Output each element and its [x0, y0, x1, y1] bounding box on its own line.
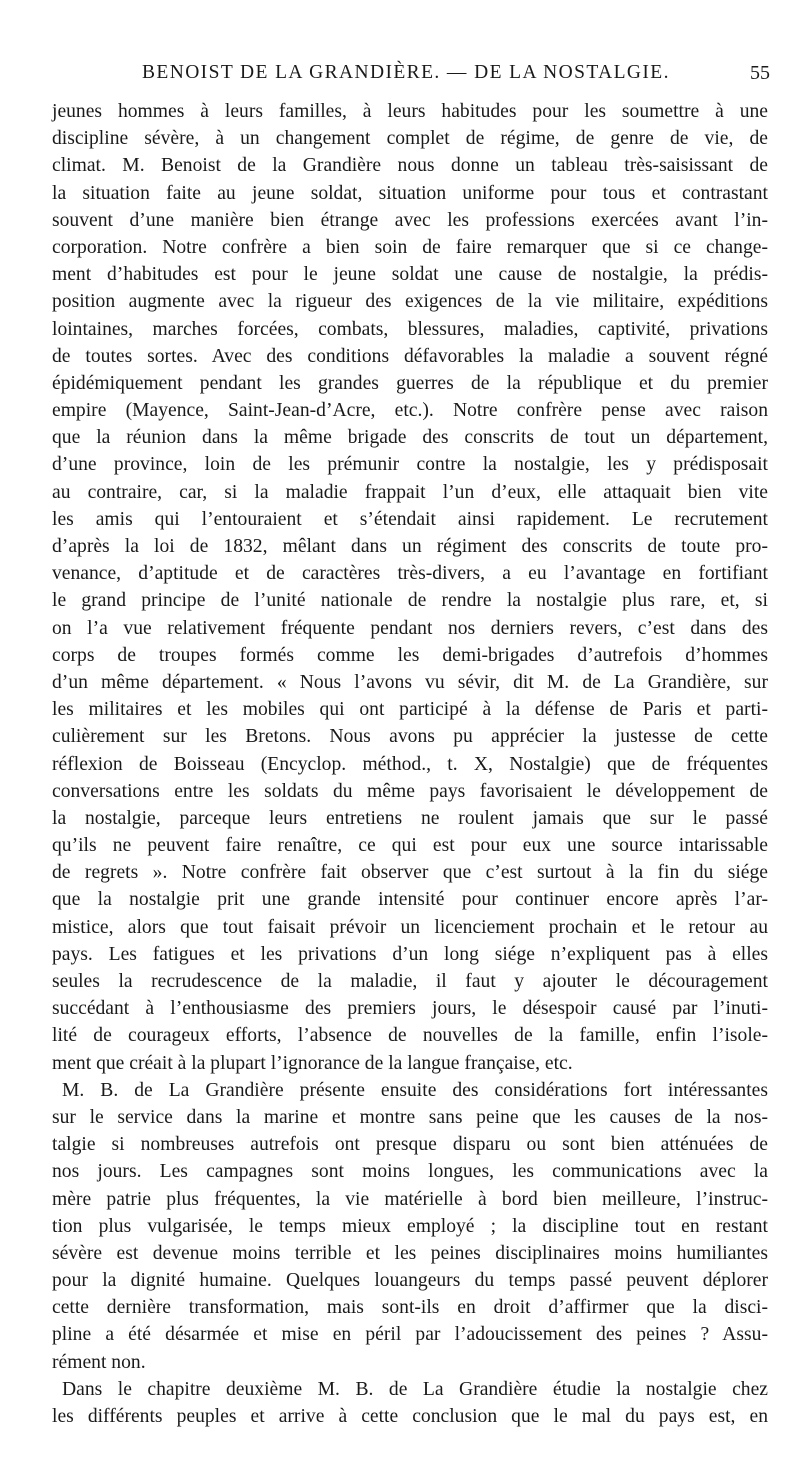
text-line: sur le service dans la marine et montre sans peine que les causes de la nos- [52, 1106, 768, 1128]
text-line: pour la dignité humaine. Quelques louangeurs du temps passé peuvent déplorer [52, 1270, 768, 1292]
text-line: de toutes sortes. Avec des conditions défavorables la maladie a souvent régné [52, 345, 768, 367]
text-line: rément non. [52, 1351, 146, 1373]
text-line: au contraire, car, si la maladie frappait l’un d’eux, elle attaquait bien vite [52, 481, 768, 503]
text-line: corporation. Notre confrère a bien soin de faire remarquer que si ce change- [52, 236, 768, 258]
text-line: d’après la loi de 1832, mêlant dans un régiment des conscrits de toute pro- [52, 536, 768, 557]
text-line: on l’a vue relativement fréquente pendant nos derniers revers, c’est dans des [52, 617, 768, 639]
text-line: le grand principe de l’unité nationale de rendre la nostalgie plus rare, et, si [52, 590, 768, 612]
text-line: corps de troupes formés comme les demi-brigades d’autrefois d’hommes [52, 644, 768, 666]
text-line: nos jours. Les campagnes sont moins longues, les communications avec la [52, 1161, 768, 1183]
text-line: pays. Les fatigues et les privations d’un long siége n’expliquent pas à elles [52, 943, 768, 965]
text-line: la nostalgie, parceque leurs entretiens ne roulent jamais que sur le passé [52, 807, 768, 829]
text-line: seules la recrudescence de la maladie, il faut y ajouter le découragement [52, 971, 768, 992]
text-line: M. B. de La Grandière présente ensuite des considérations fort intéressantes [62, 1079, 768, 1101]
text-line: sévère est devenue moins terrible et les peines disciplinaires moins humiliantes [52, 1242, 768, 1264]
text-line: talgie si nombreuses autrefois ont presque disparu ou sont bien atténuées de [52, 1134, 768, 1156]
text-line: jeunes hommes à leurs familles, à leurs habitudes pour les soumettre à une [52, 101, 768, 122]
text-line: épidémiquement pendant les grandes guerres de la république et du premier [52, 372, 768, 394]
text-line: conversations entre les soldats du même pays favorisaient le développement de [52, 780, 768, 802]
text-line: empire (Mayence, Saint-Jean-d’Acre, etc.). Notre confrère pense avec raison [52, 400, 768, 422]
running-header [52, 62, 770, 92]
text-line: ment que créait à la plupart l’ignorance de la langue française, etc. [52, 1052, 573, 1074]
text-line: climat. M. Benoist de la Grandière nous donne un tableau très-saisissant de [52, 155, 768, 177]
running-title: BENOIST DE LA GRANDIÈRE. — DE LA NOSTALGIE. [142, 62, 670, 83]
text-line: les amis qui l’entouraient et s’étendait ainsi rapidement. Le recrutement [52, 508, 768, 530]
text-line: mistice, alors que tout faisait prévoir un licenciement prochain et le retour au [52, 916, 768, 938]
text-line: Dans le chapitre deuxième M. B. de La Grandière étudie la nostalgie chez [62, 1378, 768, 1400]
text-line: lité de courageux efforts, l’absence de nouvelles de la famille, enfin l’isole- [52, 1025, 768, 1047]
text-line: tion plus vulgarisée, le temps mieux employé ; la discipline tout en restant [52, 1215, 768, 1237]
text-line: position augmente avec la rigueur des exigences de la vie militaire, expéditions [52, 291, 768, 313]
text-line: les militaires et les mobiles qui ont participé à la défense de Paris et parti- [52, 699, 768, 721]
text-line: ment d’habitudes est pour le jeune soldat une cause de nostalgie, la prédis- [52, 264, 768, 286]
text-line: venance, d’aptitude et de caractères très-divers, a eu l’avantage en fortifiant [52, 563, 768, 585]
text-line: pline a été désarmée et mise en péril par l’adoucissement des peines ? Assu- [52, 1324, 768, 1346]
body-text [52, 98, 768, 1430]
text-line: lointaines, marches forcées, combats, blessures, maladies, captivité, privations [52, 318, 768, 340]
text-line: cette dernière transformation, mais sont-ils en droit d’affirmer que la disci- [52, 1297, 768, 1319]
text-line: succédant à l’enthousiasme des premiers jours, le désespoir causé par l’inuti- [52, 998, 768, 1020]
text-line: les différents peuples et arrive à cette conclusion que le mal du pays est, en [52, 1406, 768, 1427]
text-line: que la réunion dans la même brigade des conscrits de tout un département, [52, 427, 768, 449]
text-line: culièrement sur les Bretons. Nous avons pu apprécier la justesse de cette [52, 726, 768, 748]
text-line: réflexion de Boisseau (Encyclop. méthod., t. X, Nostalgie) que de fréquentes [52, 753, 768, 775]
text-line: la situation faite au jeune soldat, situation uniforme pour tous et contrastant [52, 182, 768, 204]
text-line: mère patrie plus fréquentes, la vie matérielle à bord bien meilleure, l’instruc- [52, 1188, 768, 1210]
text-line: discipline sévère, à un changement complet de régime, de genre de vie, de [52, 128, 768, 150]
text-line: d’un même département. « Nous l’avons vu sévir, dit M. de La Grandière, sur [52, 671, 768, 693]
text-line: qu’ils ne peuvent faire renaître, ce qui est pour eux une source intarissable [52, 835, 768, 857]
text-line: de regrets ». Notre confrère fait observer que c’est surtout à la fin du siége [52, 862, 768, 884]
text-line: d’une province, loin de les prémunir contre la nostalgie, les y prédisposait [52, 454, 768, 476]
page-number: 55 [750, 62, 770, 84]
text-line: que la nostalgie prit une grande intensité pour continuer encore après l’ar- [52, 889, 768, 911]
text-line: souvent d’une manière bien étrange avec les professions exercées avant l’in- [52, 209, 768, 231]
